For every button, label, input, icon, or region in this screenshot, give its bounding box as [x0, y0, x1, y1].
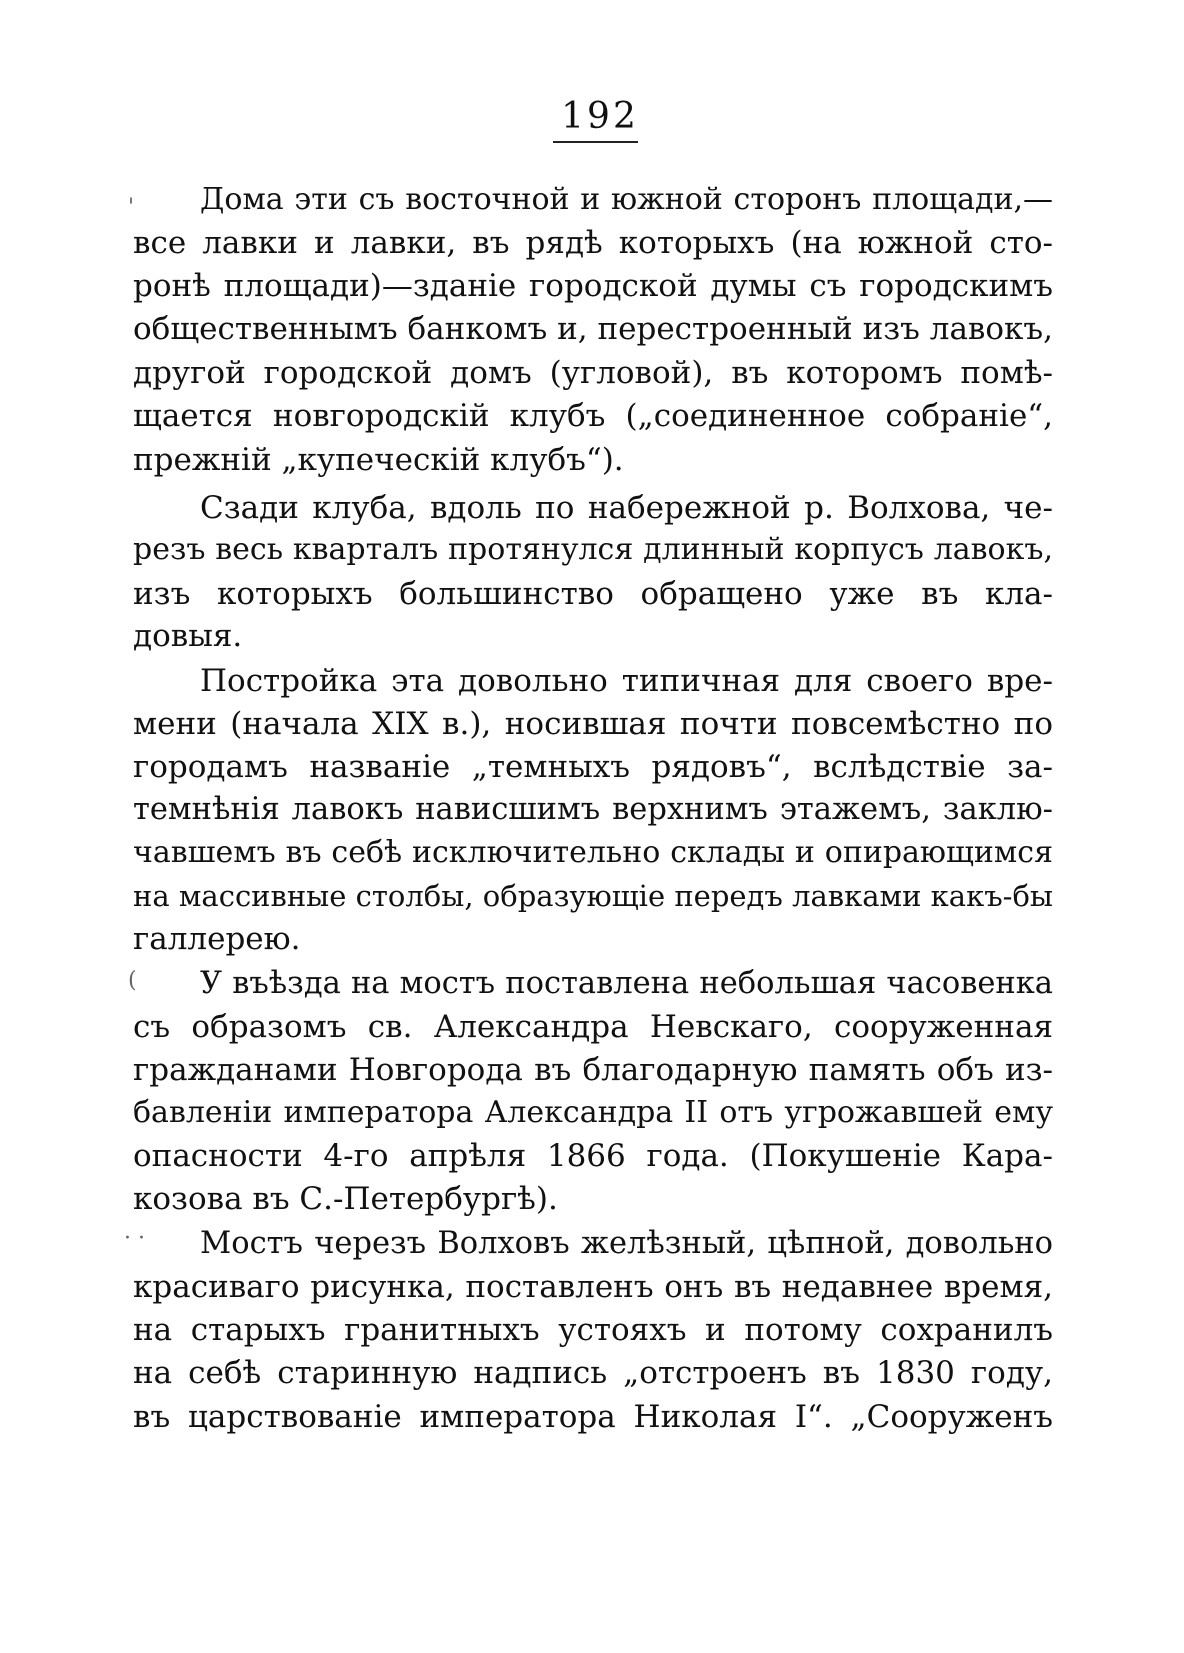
text-line: общественнымъ банкомъ и, перестроенный изъ лавокъ, — [133, 311, 1053, 347]
text-line: Сзади клуба, вдоль по набережной р. Волхова, че- — [200, 490, 1053, 526]
text-line: чавшемъ въ себѣ исключительно склады и опирающимся — [133, 835, 1053, 870]
text-line: мени (начала XIX в.), носившая почти повсемѣстно по — [133, 706, 1053, 742]
margin-mark: · · — [124, 1226, 145, 1251]
text-line: Дома эти съ восточной и южной сторонъ площади,— — [200, 182, 1053, 217]
text-line: другой городской домъ (угловой), въ которомъ помѣ- — [133, 355, 1053, 391]
text-line: довыя. — [133, 618, 243, 654]
text-line: козова въ С.-Петербургѣ). — [133, 1181, 558, 1217]
margin-mark: ' — [128, 195, 135, 220]
text-line: опасности 4-го апрѣля 1866 года. (Покушеніе Кара- — [133, 1138, 1053, 1174]
text-line: на себѣ старинную надпись „отстроенъ въ 1830 году, — [133, 1355, 1053, 1391]
text-line: бавленіи императора Александра II отъ угрожавшей ему — [133, 1095, 1053, 1130]
text-line: изъ которыхъ большинство обращено уже въ кла- — [133, 576, 1053, 612]
text-line: все лавки и лавки, въ рядѣ которыхъ (на южной сто- — [133, 225, 1053, 261]
page-number: 192 — [561, 96, 639, 137]
page-number-rule — [553, 141, 638, 143]
text-line: У въѣзда на мостъ поставлена небольшая часовенка — [200, 966, 1053, 1001]
text-line: красиваго рисунка, поставленъ онъ въ недавнее время, — [133, 1269, 1053, 1305]
text-line: прежній „купеческій клубъ“). — [133, 442, 624, 478]
text-line: въ царствованіе императора Николая I“. „Сооруженъ — [133, 1399, 1053, 1435]
text-line: галлерею. — [133, 921, 301, 957]
text-line: ронѣ площади)—зданіе городской думы съ городскимъ — [133, 268, 1053, 304]
text-line: Мостъ черезъ Волховъ желѣзный, цѣпной, довольно — [200, 1226, 1053, 1261]
text-line: городамъ названіе „темныхъ рядовъ“, вслѣдствіе за- — [133, 749, 1053, 785]
text-line: на массивные столбы, образующіе передъ лавками какъ-бы — [133, 879, 1053, 913]
text-line: на старыхъ гранитныхъ устояхъ и потому сохранилъ — [133, 1312, 1053, 1348]
text-line: гражданами Новгорода въ благодарную память объ из- — [133, 1052, 1053, 1088]
text-line: темнѣнія лавокъ нависшимъ верхнимъ этажемъ, заклю- — [133, 792, 1053, 827]
margin-mark: ( — [128, 968, 137, 993]
text-line: щается новгородскій клубъ („соединенное собраніе“, — [133, 398, 1053, 434]
text-line: Постройка эта довольно типичная для своего вре- — [200, 663, 1053, 699]
text-line: резъ весь кварталъ протянулся длинный корпусъ лавокъ, — [133, 532, 1053, 567]
text-line: съ образомъ св. Александра Невскаго, сооруженная — [133, 1009, 1053, 1045]
